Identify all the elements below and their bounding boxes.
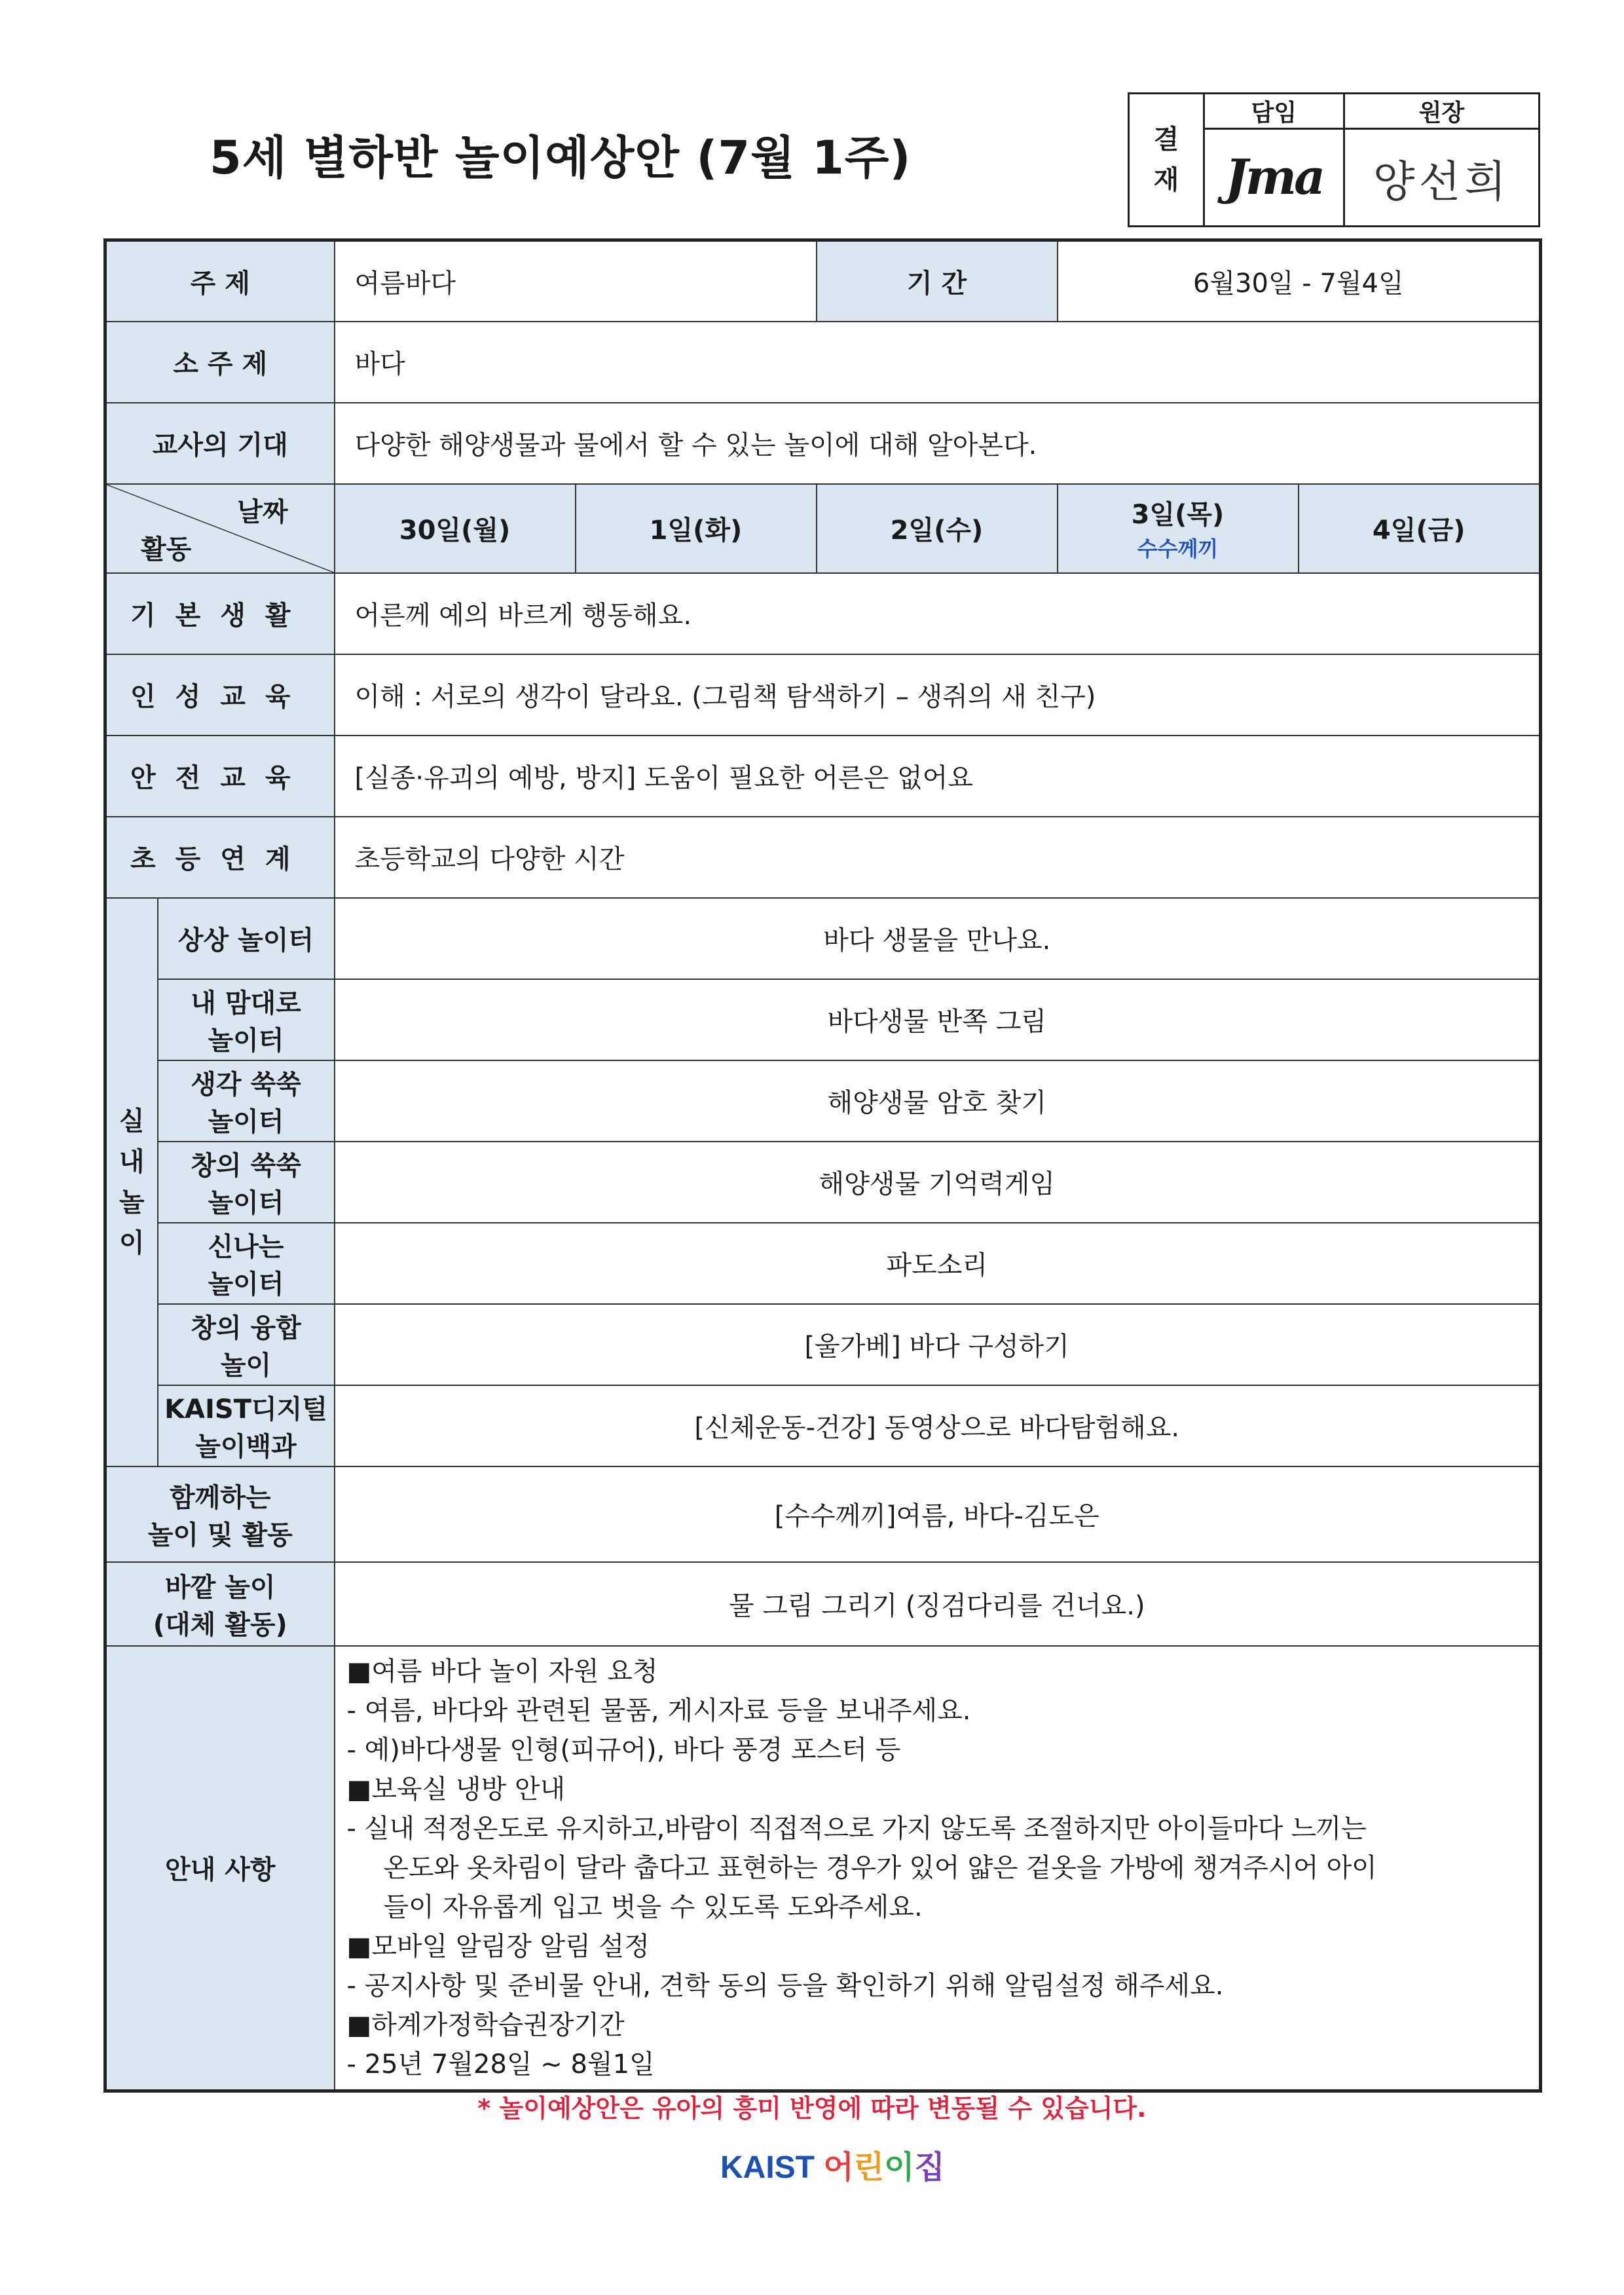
notice-line: 들이 자유롭게 입고 벗을 수 있도록 도와주세요. (383, 1892, 923, 1922)
notice-line: ■보육실 냉방 안내 (346, 1774, 566, 1804)
notice-line: 온도와 옷차림이 달라 춥다고 표현하는 경우가 있어 얇은 겉옷을 가방에 챙겨주시어 아이 (383, 1852, 1377, 1883)
notice-line: - 25년 7월28일 ~ 8월1일 (346, 2049, 655, 2080)
elementary-link-label: 초등연계 (105, 817, 335, 898)
together-play-label: 함께하는 놀이 및 활동 (105, 1466, 335, 1562)
period-label: 기 간 (817, 240, 1058, 322)
indoor-play-value: [신체운동-건강] 동영상으로 바다탐험해요. (335, 1385, 1541, 1466)
outdoor-play-value: 물 그림 그리기 (징검다리를 건너요.) (335, 1562, 1541, 1646)
notice-line: ■여름 바다 놀이 자원 요청 (346, 1656, 658, 1687)
indoor-play-label: 창의 융합 놀이 (158, 1304, 335, 1385)
footer-note: * 놀이예상안은 유아의 흥미 반영에 따라 변동될 수 있습니다. (477, 2094, 1147, 2123)
character-edu-label: 인성교육 (105, 654, 335, 736)
indoor-play-value: 바다 생물을 만나요. (335, 898, 1541, 979)
notice-line: - 공지사항 및 준비물 안내, 견학 동의 등을 확인하기 위해 알림설정 해주세요. (346, 1970, 1224, 2001)
date-label: 날짜 (237, 496, 288, 527)
outdoor-play-label: 바깥 놀이 (대체 활동) (105, 1562, 335, 1646)
indoor-play-label: KAIST디지털 놀이백과 (158, 1385, 335, 1466)
subtheme-value: 바다 (335, 322, 1541, 403)
safety-edu-value: [실종·유괴의 예방, 방지] 도움이 필요한 어른은 없어요 (335, 736, 1541, 817)
subtheme-label: 소 주 제 (105, 322, 335, 403)
notice-line: - 여름, 바다와 관련된 물품, 게시자료 등을 보내주세요. (346, 1695, 971, 1726)
day-header: 30일(월) (335, 484, 576, 573)
indoor-play-label: 생각 쑥쑥 놀이터 (158, 1060, 335, 1142)
notice-line: - 예)바다생물 인형(피규어), 바다 풍경 포스터 등 (346, 1734, 901, 1765)
basic-life-value: 어른께 예의 바르게 행동해요. (335, 573, 1541, 654)
indoor-play-value: 해양생물 기억력게임 (335, 1142, 1541, 1223)
indoor-play-value: 파도소리 (335, 1223, 1541, 1304)
indoor-play-label: 창의 쑥쑥 놀이터 (158, 1142, 335, 1223)
basic-life-label: 기본생활 (105, 573, 335, 654)
notice-line: ■모바일 알림장 알림 설정 (346, 1931, 650, 1962)
day-header: 2일(수) (817, 484, 1058, 573)
safety-edu-label: 안전교육 (105, 736, 335, 817)
teacher-expectation-label: 교사의 기대 (105, 403, 335, 484)
notice-content (335, 1646, 1541, 2091)
riddle-tag: 수수께끼 (1137, 536, 1219, 561)
indoor-play-label: 신나는 놀이터 (158, 1223, 335, 1304)
date-activity-corner (105, 484, 335, 573)
period-value: 6월30일 - 7월4일 (1058, 240, 1541, 322)
day-header: 3일(목) 수수께끼 (1058, 484, 1299, 573)
approval-header-director: 원장 (1344, 94, 1539, 129)
director-signature: 양선희 (1344, 129, 1539, 227)
indoor-play-group-label: 실 내 놀 이 (105, 898, 158, 1466)
indoor-play-label: 내 맘대로 놀이터 (158, 979, 335, 1060)
indoor-play-value: 바다생물 반쪽 그림 (335, 979, 1541, 1060)
approval-header-teacher: 담임 (1204, 94, 1344, 129)
kaist-daycare-logo: KAIST 어린이집 (720, 2150, 945, 2185)
plan-table (103, 238, 1542, 2093)
teacher-expectation-value: 다양한 해양생물과 물에서 할 수 있는 놀이에 대해 알아본다. (335, 403, 1541, 484)
character-edu-value: 이해 : 서로의 생각이 달라요. (그림책 탐색하기 – 생쥐의 새 친구) (335, 654, 1541, 736)
notice-line: - 실내 적정온도로 유지하고,바람이 직접적으로 가지 않도록 조절하지만 아이들마다 느끼는 (346, 1813, 1367, 1844)
day-header: 4일(금) (1299, 484, 1541, 573)
approval-box (1128, 92, 1540, 227)
notice-label: 안내 사항 (105, 1646, 335, 2091)
elementary-link-value: 초등학교의 다양한 시간 (335, 817, 1541, 898)
theme-label: 주 제 (105, 240, 335, 322)
together-play-value: [수수께끼]여름, 바다-김도은 (335, 1466, 1541, 1562)
indoor-play-label: 상상 놀이터 (158, 898, 335, 979)
theme-value: 여름바다 (335, 240, 817, 322)
indoor-play-value: [울가베] 바다 구성하기 (335, 1304, 1541, 1385)
notice-line: ■하계가정학습권장기간 (346, 2009, 625, 2040)
day-header: 1일(화) (576, 484, 817, 573)
activity-label: 활동 (141, 534, 192, 565)
approval-label: 결 재 (1129, 94, 1204, 227)
teacher-signature: Jma (1204, 129, 1344, 227)
indoor-play-value: 해양생물 암호 찾기 (335, 1060, 1541, 1142)
page-title: 5세 별하반 놀이예상안 (7월 1주) (210, 131, 912, 185)
